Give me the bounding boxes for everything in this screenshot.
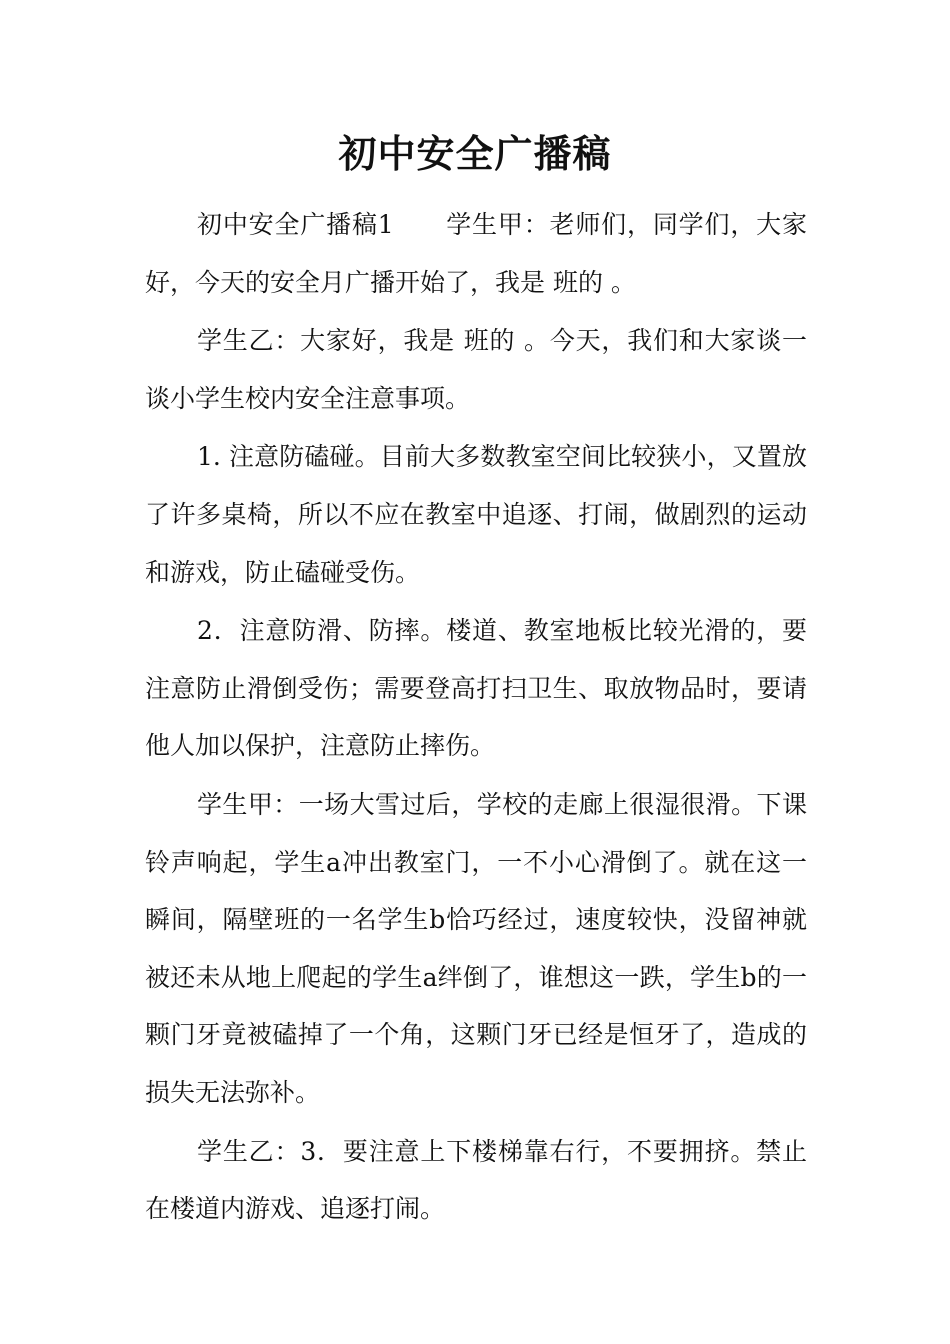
paragraph-student-b-intro: 学生乙：大家好，我是 班的 。今天，我们和大家谈一谈小学生校内安全注意事项。	[145, 326, 807, 413]
paragraph-point-1: 1. 注意防磕碰。目前大多数教室空间比较狭小，又置放了许多桌椅，所以不应在教室中追逐、打闹，做剧烈的运动和游戏，防止磕碰受伤。	[145, 442, 807, 587]
paragraph-point-3: 学生乙：3．要注意上下楼梯靠右行，不要拥挤。禁止在楼道内游戏、追逐打闹。	[145, 1136, 807, 1224]
paragraph-intro: 初中安全广播稿1 学生甲：老师们，同学们，大家好，今天的安全月广播开始了，我是 班的 。	[145, 210, 807, 297]
document-body	[145, 196, 807, 1239]
paragraph-story: 学生甲：一场大雪过后，学校的走廊上很湿很滑。下课铃声响起，学生a冲出教室门，一不小心滑倒了。就在这一瞬间，隔壁班的一名学生b恰巧经过，速度较快，没留神就被还未从地上爬起的学生a绊倒了，谁想这一跌，学生b的一颗门牙竟被磕掉了一个角，这颗门牙已经是恒牙了，造成的损失无法弥补。	[145, 789, 807, 1107]
document-title: 初中安全广播稿	[338, 131, 612, 176]
paragraph-point-2: 2．注意防滑、防摔。楼道、教室地板比较光滑的，要注意防止滑倒受伤；需要登高打扫卫生、取放物品时，要请他人加以保护，注意防止摔伤。	[145, 616, 807, 761]
